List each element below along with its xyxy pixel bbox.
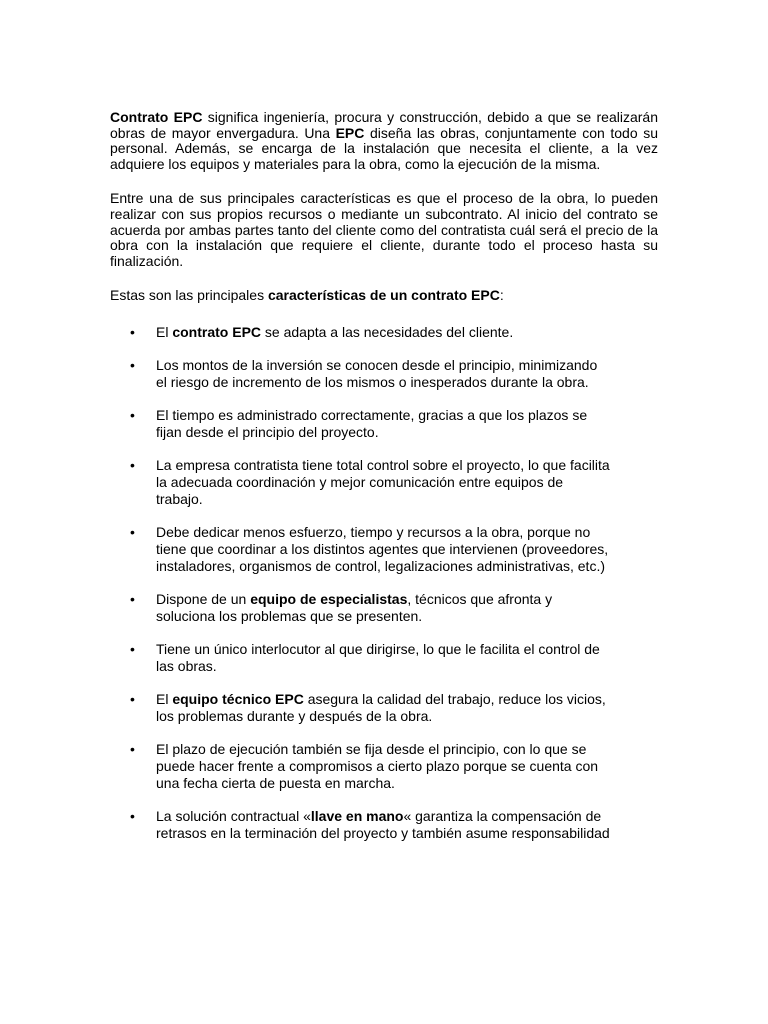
document-page xyxy=(110,110,658,858)
text-run: El xyxy=(156,323,173,340)
bullet-icon: • xyxy=(130,590,135,607)
bullet-icon: • xyxy=(130,456,135,473)
text-line: El tiempo es administrado correctamente, gracias a que los plazos se xyxy=(156,406,588,423)
list-item xyxy=(110,691,658,725)
bold-term: equipo técnico EPC xyxy=(172,690,304,707)
bold-term: Contrato EPC xyxy=(110,109,203,125)
text-run: : xyxy=(499,287,504,304)
bullet-icon: • xyxy=(130,740,135,757)
text-run: Estas son las principales xyxy=(110,287,268,304)
list-item xyxy=(110,357,658,391)
text-line: Debe dedicar menos esfuerzo, tiempo y recursos a la obra, porque no xyxy=(156,523,591,540)
text-line: una fecha cierta de puesta en marcha. xyxy=(156,774,395,791)
bullet-icon: • xyxy=(130,323,135,340)
text-line: fijan desde el principio del proyecto. xyxy=(156,423,379,440)
bullet-icon: • xyxy=(130,690,135,707)
text-line: La empresa contratista tiene total control sobre el proyecto, lo que facilita xyxy=(156,456,610,473)
text-line: los problemas durante y después de la obra. xyxy=(156,707,433,724)
bold-term: EPC xyxy=(335,124,365,141)
text-run: « garantiza la compensación de xyxy=(403,807,602,824)
text-run: diseña las obras, conjuntamente con todo su personal. Además, se encarga de la instalación que necesita el cliente, a la vez adquiere los equipos y materiales para la obra, como la ejecución de la misma. xyxy=(110,124,658,172)
bold-term: llave en mano xyxy=(310,807,404,824)
text-run: La solución contractual « xyxy=(156,807,311,824)
bold-term: contrato EPC xyxy=(172,323,262,340)
text-line: la adecuada coordinación y mejor comunicación entre equipos de xyxy=(156,473,564,490)
text-line: El plazo de ejecución también se fija desde el principio, con lo que se xyxy=(156,740,587,757)
text-run: , técnicos que afronta y xyxy=(407,590,553,607)
paragraph-characteristics xyxy=(110,191,658,269)
text-line: el riesgo de incremento de los mismos o inesperados durante la obra. xyxy=(156,373,589,390)
text-line: Tiene un único interlocutor al que dirigirse, lo que le facilita el control de xyxy=(156,640,600,657)
list-item xyxy=(110,324,658,341)
text-line: soluciona los problemas que se presenten. xyxy=(156,607,423,624)
text-line: Los montos de la inversión se conocen desde el principio, minimizando xyxy=(156,356,598,373)
text-line: trabajo. xyxy=(156,490,203,507)
list-item xyxy=(110,524,658,575)
list-item xyxy=(110,591,658,625)
text-line: puede hacer frente a compromisos a cierto plazo porque se cuenta con xyxy=(156,757,599,774)
bullet-icon: • xyxy=(130,406,135,423)
bold-term: características de un contrato EPC xyxy=(267,287,500,304)
text-run: Dispone de un xyxy=(156,590,251,607)
text-line: instaladores, organismos de control, legalizaciones administrativas, etc.) xyxy=(156,557,605,574)
characteristics-list xyxy=(110,324,658,842)
paragraph-intro xyxy=(110,110,658,172)
text-line: retrasos en la terminación del proyecto y también asume responsabilidad xyxy=(156,824,610,841)
list-item xyxy=(110,641,658,675)
text-line: tiene que coordinar a los distintos agentes que intervienen (proveedores, xyxy=(156,540,609,557)
bullet-icon: • xyxy=(130,640,135,657)
list-item xyxy=(110,741,658,792)
paragraph-list-intro xyxy=(110,288,658,304)
text-run: asegura la calidad del trabajo, reduce los vicios, xyxy=(303,690,606,707)
list-item xyxy=(110,457,658,508)
text-run: significa ingeniería, procura y construcción, debido a que se realizarán obras de mayor envergadura. Una xyxy=(110,109,658,141)
bold-term: equipo de especialistas xyxy=(250,590,408,607)
text-line: las obras. xyxy=(156,657,217,674)
text-run: El xyxy=(156,690,173,707)
text-run: Entre una de sus principales características es que el proceso de la obra, lo pueden realizar con sus propios recursos o mediante un subcontrato. Al inicio del contrato se acuerda por ambas partes tanto del cliente como del contratista cuál será el precio de la obra con la instalación que requiere el cliente, durante todo el proceso hasta su finalización. xyxy=(110,190,658,269)
bullet-icon: • xyxy=(130,523,135,540)
list-item xyxy=(110,407,658,441)
bullet-icon: • xyxy=(130,807,135,824)
list-item xyxy=(110,808,658,842)
bullet-icon: • xyxy=(130,356,135,373)
text-run: se adapta a las necesidades del cliente. xyxy=(261,323,514,340)
